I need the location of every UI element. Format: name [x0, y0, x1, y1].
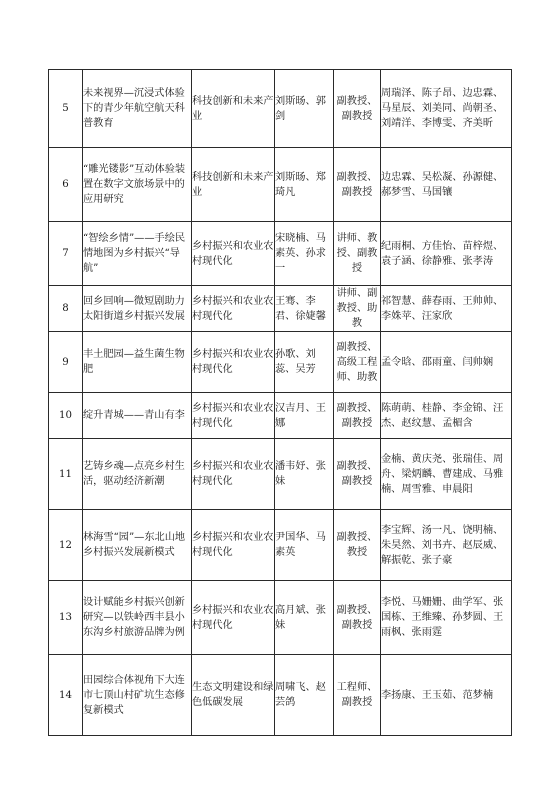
project-category-cell: 乡村振兴和农业农村现代化 [192, 393, 275, 439]
row-number-cell: 9 [49, 332, 83, 393]
table-row [49, 70, 512, 148]
project-category-cell: 生态文明建设和绿色低碳发展 [192, 655, 275, 736]
project-title-cell: 丰土肥园—益生菌生物肥 [83, 332, 192, 393]
table-row [49, 286, 512, 332]
project-title-cell: “智绘乡情”——手绘民情地图为乡村振兴“导航” [83, 222, 192, 286]
team-members-cell: 纪雨桐、方佳怡、苗梓煜、袁子涵、徐静雅、张孝涛 [381, 222, 512, 286]
team-members-cell: 李扬康、王玉茹、范梦楠 [381, 655, 512, 736]
advisor-names-cell: 周啸飞、赵芸鸽 [275, 655, 334, 736]
advisor-names-cell: 王骞、李君、徐婕馨 [275, 286, 334, 332]
table-row [49, 332, 512, 393]
project-table [48, 69, 512, 736]
row-number-cell: 5 [49, 70, 83, 148]
team-members-cell: 周瑞泽、陈子昂、边忠霖、马星辰、刘美同、尚朝圣、刘靖洋、李博雯、齐美昕 [381, 70, 512, 148]
table-row [49, 581, 512, 655]
project-category-cell: 乡村振兴和农业农村现代化 [192, 510, 275, 581]
project-title-cell: “雕光镂影”互动体验装置在数字文旅场景中的应用研究 [83, 148, 192, 222]
advisor-titles-cell: 副教授、教授 [334, 510, 381, 581]
advisor-titles-cell: 副教授、副教授 [334, 439, 381, 510]
project-title-cell: 田园综合体视角下大连市七顶山村矿坑生态修复新模式 [83, 655, 192, 736]
advisor-titles-cell: 工程师、副教授 [334, 655, 381, 736]
team-members-cell: 金楠、黄庆尧、张瑞佳、周舟、梁炳麟、曹建成、马雅楠、周雪雅、申晨阳 [381, 439, 512, 510]
advisor-names-cell: 宋晓楠、马素英、孙求一 [275, 222, 334, 286]
advisor-titles-cell: 副教授、副教授 [334, 581, 381, 655]
advisor-names-cell: 尹国华、马素英 [275, 510, 334, 581]
advisor-titles-cell: 副教授、副教授 [334, 148, 381, 222]
team-members-cell: 李悦、马姗姗、曲学军、张国栋、王维臻、孙梦圆、王雨枫、张雨霆 [381, 581, 512, 655]
project-title-cell: 设计赋能乡村振兴创新研究—以铁岭西丰县小东沟乡村旅游品牌为例 [83, 581, 192, 655]
project-category-cell: 乡村振兴和农业农村现代化 [192, 286, 275, 332]
row-number-cell: 13 [49, 581, 83, 655]
row-number-cell: 11 [49, 439, 83, 510]
advisor-names-cell: 孙歌、刘蕊、吴芳 [275, 332, 334, 393]
team-members-cell: 祁智慧、薛春雨、王帅帅、李姝苹、汪家欣 [381, 286, 512, 332]
advisor-names-cell: 潘韦妤、张妹 [275, 439, 334, 510]
team-members-cell: 边忠霖、吴松凝、孙源健、郝梦雪、马国镶 [381, 148, 512, 222]
table-row [49, 222, 512, 286]
project-title-cell: 回乡回响—微短剧助力太阳街道乡村振兴发展 [83, 286, 192, 332]
project-title-cell: 林海雪“园”—东北山地乡村振兴发展新模式 [83, 510, 192, 581]
row-number-cell: 12 [49, 510, 83, 581]
advisor-names-cell: 高月斌、张妹 [275, 581, 334, 655]
team-members-cell: 李宝辉、汤一凡、饶明楠、朱昊然、刘书卉、赵辰威、解振乾、张子豪 [381, 510, 512, 581]
advisor-titles-cell: 副教授、副教授 [334, 393, 381, 439]
project-table-body [49, 70, 512, 736]
advisor-titles-cell: 副教授、副教授 [334, 70, 381, 148]
project-category-cell: 科技创新和未来产业 [192, 70, 275, 148]
team-members-cell: 孟令晗、邵雨童、闫帅娴 [381, 332, 512, 393]
advisor-names-cell: 汉吉月、王娜 [275, 393, 334, 439]
row-number-cell: 7 [49, 222, 83, 286]
project-category-cell: 乡村振兴和农业农村现代化 [192, 332, 275, 393]
project-title-cell: 绽升青城——青山有李 [83, 393, 192, 439]
project-title-cell: 未来视界—沉浸式体验下的青少年航空航天科普教育 [83, 70, 192, 148]
project-title-cell: 艺铸乡魂—点亮乡村生活，驱动经济新潮 [83, 439, 192, 510]
advisor-titles-cell: 讲师、副教授、助教 [334, 286, 381, 332]
row-number-cell: 8 [49, 286, 83, 332]
row-number-cell: 6 [49, 148, 83, 222]
row-number-cell: 10 [49, 393, 83, 439]
advisor-titles-cell: 讲师、教授、副教授 [334, 222, 381, 286]
row-number-cell: 14 [49, 655, 83, 736]
table-row [49, 439, 512, 510]
team-members-cell: 陈萌萌、桂静、李金锦、汪杰、赵纹慧、孟楣含 [381, 393, 512, 439]
table-row [49, 655, 512, 736]
project-category-cell: 乡村振兴和农业农村现代化 [192, 439, 275, 510]
advisor-names-cell: 刘斯旸、郭剑 [275, 70, 334, 148]
advisor-titles-cell: 副教授、高级工程师、助教 [334, 332, 381, 393]
project-category-cell: 乡村振兴和农业农村现代化 [192, 222, 275, 286]
table-row [49, 148, 512, 222]
table-row [49, 393, 512, 439]
table-row [49, 510, 512, 581]
advisor-names-cell: 刘斯旸、郑琦凡 [275, 148, 334, 222]
project-category-cell: 乡村振兴和农业农村现代化 [192, 581, 275, 655]
project-category-cell: 科技创新和未来产业 [192, 148, 275, 222]
